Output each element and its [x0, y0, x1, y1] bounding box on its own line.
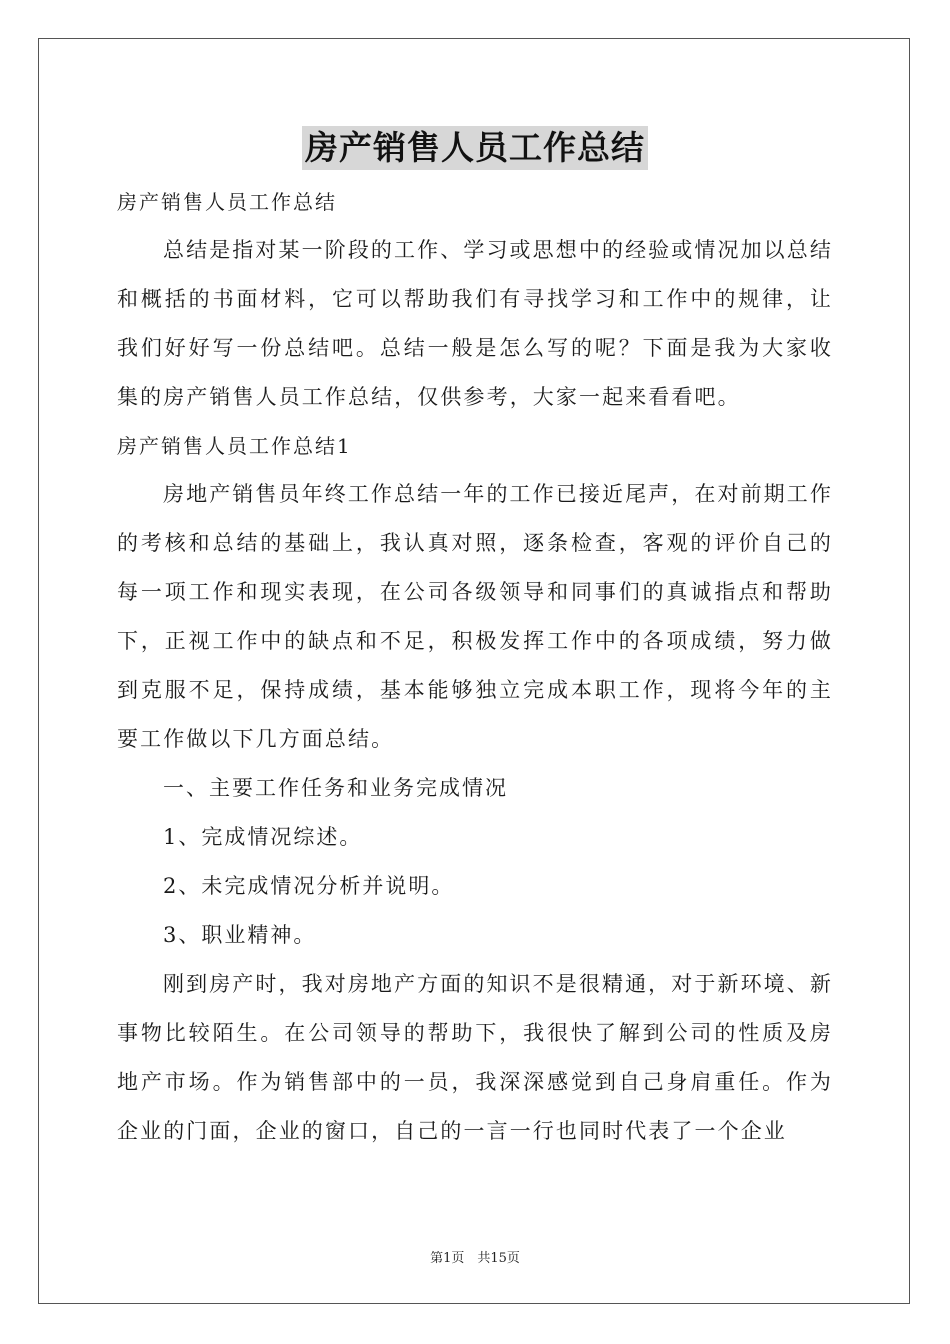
section-title: 房产销售人员工作总结1 [117, 434, 352, 458]
title-container [0, 126, 950, 170]
document-body [117, 178, 833, 1156]
document-subtitle: 房产销售人员工作总结 [117, 190, 337, 214]
intro-paragraph: 总结是指对某一阶段的工作、学习或思想中的经验或情况加以总结和概括的书面材料，它可以帮助我们有寻找学习和工作中的规律，让我们好好写一份总结吧。总结一般是怎么写的呢？下面是我为大家收集的房产销售人员工作总结，仅供参考，大家一起来看看吧。 [117, 238, 833, 409]
list-item: 一、主要工作任务和业务完成情况 [163, 776, 508, 800]
page-footer: 第1页 共15页 [430, 1251, 520, 1266]
list-item: 1、完成情况综述。 [163, 825, 363, 849]
document-title: 房产销售人员工作总结 [302, 126, 648, 170]
section-paragraph-1: 房地产销售员年终工作总结一年的工作已接近尾声，在对前期工作的考核和总结的基础上，我认真对照，逐条检查，客观的评价自己的每一项工作和现实表现，在公司各级领导和同事们的真诚指点和帮助下，正视工作中的缺点和不足，积极发挥工作中的各项成绩，努力做到克服不足，保持成绩，基本能够独立完成本职工作，现将今年的主要工作做以下几方面总结。 [117, 482, 833, 751]
list-item: 2、未完成情况分析并说明。 [163, 874, 455, 898]
section-paragraph-2: 刚到房产时，我对房地产方面的知识不是很精通，对于新环境、新事物比较陌生。在公司领导的帮助下，我很快了解到公司的性质及房地产市场。作为销售部中的一员，我深深感觉到自己身肩重任。作为企业的门面，企业的窗口，自己的一言一行也同时代表了一个企业 [117, 972, 833, 1143]
list-item: 3、职业精神。 [163, 923, 317, 947]
